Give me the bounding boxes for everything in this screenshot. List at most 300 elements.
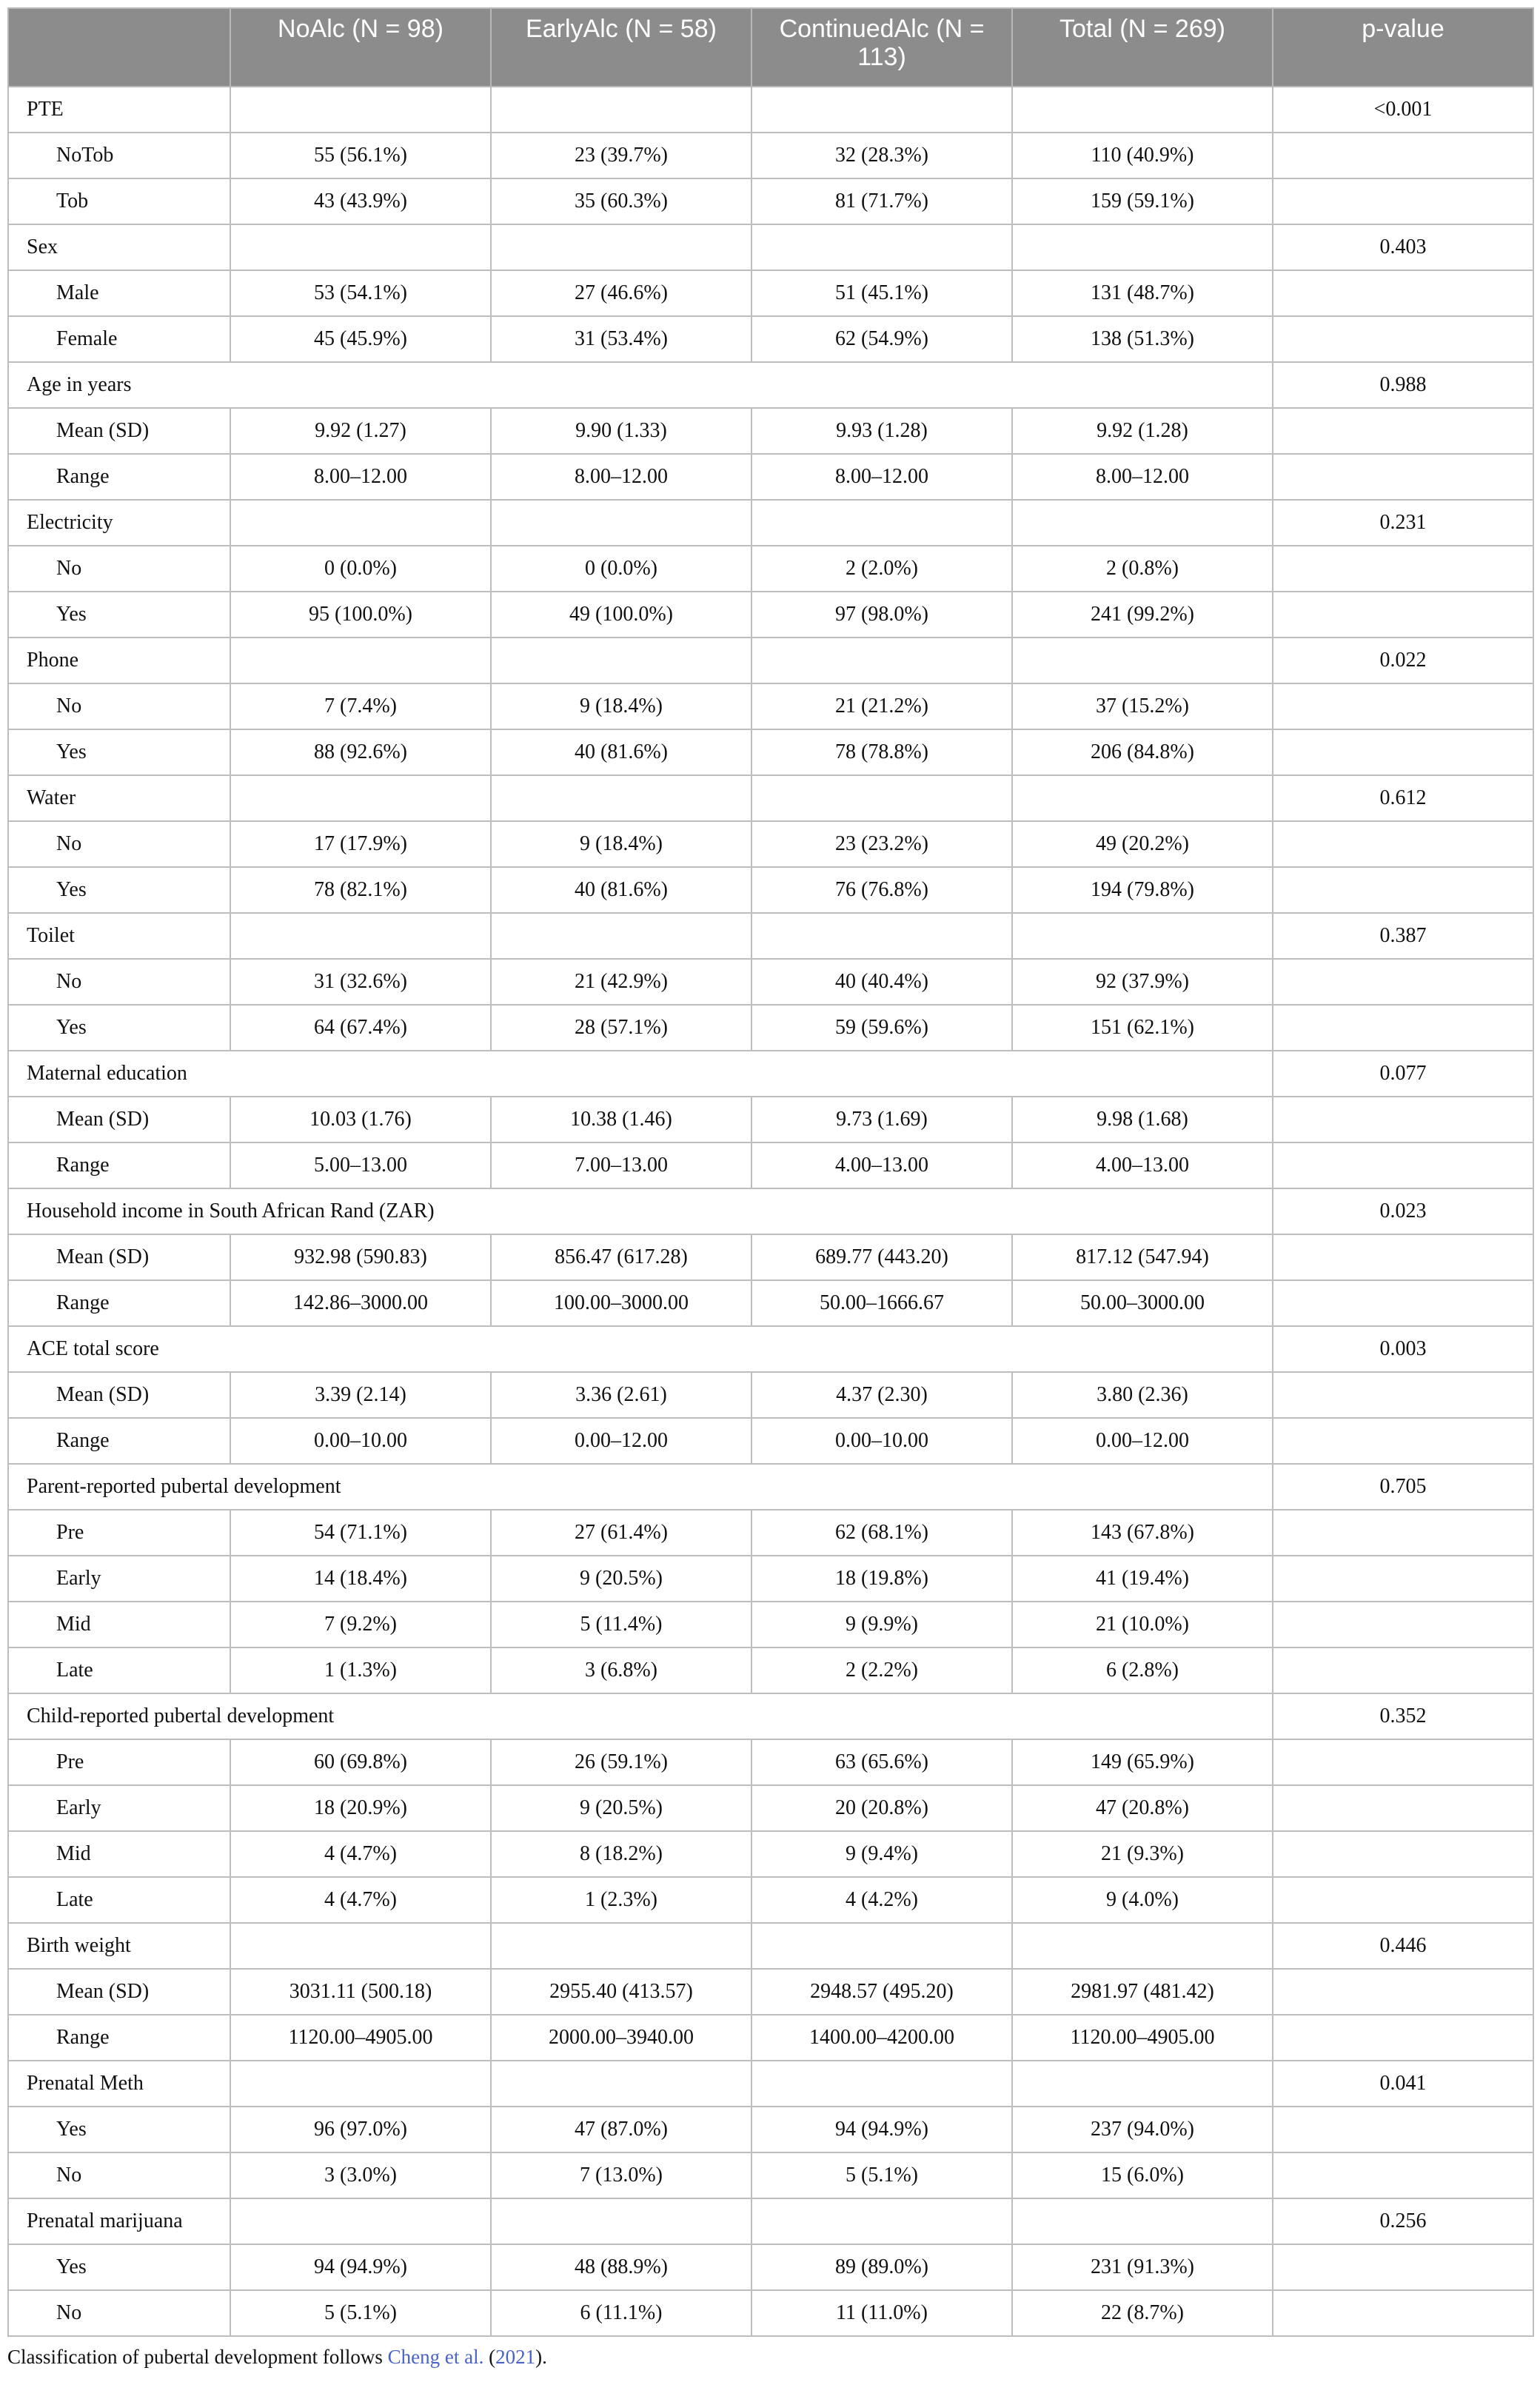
section-row <box>8 2198 1533 2244</box>
empty-cell <box>230 87 491 133</box>
table-row <box>8 2290 1533 2336</box>
section-row <box>8 913 1533 959</box>
value-cell: 9 (18.4%) <box>491 821 751 867</box>
value-cell: 28 (57.1%) <box>491 1005 751 1051</box>
table-row <box>8 683 1533 729</box>
table-row <box>8 408 1533 454</box>
section-label: Toilet <box>8 913 230 959</box>
table-row <box>8 1647 1533 1693</box>
row-label: NoTob <box>8 133 230 178</box>
value-cell: 21 (10.0%) <box>1012 1602 1273 1647</box>
empty-cell <box>751 2198 1012 2244</box>
value-cell: 62 (68.1%) <box>751 1510 1012 1556</box>
empty-cell <box>1273 408 1533 454</box>
value-cell: 2981.97 (481.42) <box>1012 1969 1273 2015</box>
row-label: Tob <box>8 178 230 224</box>
section-label: Parent-reported pubertal development <box>8 1464 1273 1510</box>
empty-cell <box>1273 1280 1533 1326</box>
value-cell: 817.12 (547.94) <box>1012 1234 1273 1280</box>
value-cell: 47 (87.0%) <box>491 2107 751 2152</box>
table-row <box>8 867 1533 913</box>
row-label: No <box>8 959 230 1005</box>
table-row <box>8 1969 1533 2015</box>
section-label: Prenatal Meth <box>8 2061 230 2107</box>
empty-cell <box>491 500 751 546</box>
value-cell: 20 (20.8%) <box>751 1785 1012 1831</box>
footnote-text: Classification of pubertal development follows <box>7 2346 388 2368</box>
empty-cell <box>491 224 751 270</box>
empty-cell <box>751 638 1012 683</box>
table-row <box>8 316 1533 362</box>
value-cell: 3.80 (2.36) <box>1012 1372 1273 1418</box>
demographics-table <box>7 7 1534 2337</box>
value-cell: 96 (97.0%) <box>230 2107 491 2152</box>
value-cell: 0.00–10.00 <box>751 1418 1012 1464</box>
value-cell: 3 (3.0%) <box>230 2152 491 2198</box>
footnote-close: ). <box>535 2346 547 2368</box>
table-row <box>8 1372 1533 1418</box>
p-value-cell: 0.023 <box>1273 1188 1533 1234</box>
row-label: Late <box>8 1877 230 1923</box>
empty-cell <box>1273 1234 1533 1280</box>
value-cell: 2948.57 (495.20) <box>751 1969 1012 2015</box>
table-row <box>8 2015 1533 2061</box>
value-cell: 59 (59.6%) <box>751 1005 1012 1051</box>
value-cell: 47 (20.8%) <box>1012 1785 1273 1831</box>
p-value-cell: 0.022 <box>1273 638 1533 683</box>
row-label: Yes <box>8 592 230 638</box>
value-cell: 76 (76.8%) <box>751 867 1012 913</box>
empty-cell <box>1273 316 1533 362</box>
value-cell: 143 (67.8%) <box>1012 1510 1273 1556</box>
empty-cell <box>1012 775 1273 821</box>
row-label: Range <box>8 2015 230 2061</box>
empty-cell <box>1273 729 1533 775</box>
empty-cell <box>1273 1556 1533 1602</box>
empty-cell <box>1273 1602 1533 1647</box>
value-cell: 50.00–1666.67 <box>751 1280 1012 1326</box>
value-cell: 54 (71.1%) <box>230 1510 491 1556</box>
header-cell-empty <box>8 8 230 87</box>
empty-cell <box>1273 592 1533 638</box>
value-cell: 97 (98.0%) <box>751 592 1012 638</box>
table-row <box>8 1280 1533 1326</box>
value-cell: 0.00–12.00 <box>491 1418 751 1464</box>
value-cell: 18 (20.9%) <box>230 1785 491 1831</box>
value-cell: 3.36 (2.61) <box>491 1372 751 1418</box>
empty-cell <box>1273 454 1533 500</box>
value-cell: 88 (92.6%) <box>230 729 491 775</box>
value-cell: 9 (18.4%) <box>491 683 751 729</box>
value-cell: 95 (100.0%) <box>230 592 491 638</box>
empty-cell <box>1273 1143 1533 1188</box>
table-row <box>8 592 1533 638</box>
value-cell: 6 (2.8%) <box>1012 1647 1273 1693</box>
value-cell: 1120.00–4905.00 <box>230 2015 491 2061</box>
empty-cell <box>1273 1785 1533 1831</box>
section-label: ACE total score <box>8 1326 1273 1372</box>
value-cell: 50.00–3000.00 <box>1012 1280 1273 1326</box>
header-cell-total: Total (N = 269) <box>1012 8 1273 87</box>
citation-author-link[interactable]: Cheng et al. <box>387 2346 484 2368</box>
table-row <box>8 1831 1533 1877</box>
row-label: Female <box>8 316 230 362</box>
table-row <box>8 1556 1533 1602</box>
row-label: Yes <box>8 2244 230 2290</box>
p-value-cell: 0.705 <box>1273 1464 1533 1510</box>
table-row <box>8 821 1533 867</box>
p-value-cell: 0.988 <box>1273 362 1533 408</box>
value-cell: 81 (71.7%) <box>751 178 1012 224</box>
empty-cell <box>1273 867 1533 913</box>
value-cell: 3.39 (2.14) <box>230 1372 491 1418</box>
section-label: Household income in South African Rand (ZAR) <box>8 1188 1273 1234</box>
value-cell: 9 (20.5%) <box>491 1556 751 1602</box>
empty-cell <box>751 775 1012 821</box>
row-label: Mean (SD) <box>8 1097 230 1143</box>
value-cell: 159 (59.1%) <box>1012 178 1273 224</box>
row-label: Pre <box>8 1510 230 1556</box>
row-label: No <box>8 2290 230 2336</box>
value-cell: 9.73 (1.69) <box>751 1097 1012 1143</box>
table-body <box>8 87 1533 2336</box>
empty-cell <box>1273 1831 1533 1877</box>
table-header <box>8 8 1533 87</box>
value-cell: 23 (23.2%) <box>751 821 1012 867</box>
row-label: Mean (SD) <box>8 1234 230 1280</box>
empty-cell <box>1273 1877 1533 1923</box>
value-cell: 10.38 (1.46) <box>491 1097 751 1143</box>
row-label: Range <box>8 454 230 500</box>
value-cell: 92 (37.9%) <box>1012 959 1273 1005</box>
section-label: Maternal education <box>8 1051 1273 1097</box>
empty-cell <box>1012 2061 1273 2107</box>
section-label: Birth weight <box>8 1923 230 1969</box>
value-cell: 7 (13.0%) <box>491 2152 751 2198</box>
footnote-open-paren: ( <box>483 2346 496 2368</box>
value-cell: 149 (65.9%) <box>1012 1739 1273 1785</box>
empty-cell <box>1273 959 1533 1005</box>
value-cell: 7 (7.4%) <box>230 683 491 729</box>
table-row <box>8 1785 1533 1831</box>
value-cell: 2955.40 (413.57) <box>491 1969 751 2015</box>
value-cell: 9.90 (1.33) <box>491 408 751 454</box>
value-cell: 2 (2.2%) <box>751 1647 1012 1693</box>
empty-cell <box>1273 546 1533 592</box>
value-cell: 23 (39.7%) <box>491 133 751 178</box>
header-row <box>8 8 1533 87</box>
empty-cell <box>1273 683 1533 729</box>
empty-cell <box>1273 2107 1533 2152</box>
value-cell: 0.00–12.00 <box>1012 1418 1273 1464</box>
value-cell: 63 (65.6%) <box>751 1739 1012 1785</box>
p-value-cell: 0.077 <box>1273 1051 1533 1097</box>
p-value-cell: 0.446 <box>1273 1923 1533 1969</box>
empty-cell <box>1012 500 1273 546</box>
p-value-cell: 0.352 <box>1273 1693 1533 1739</box>
value-cell: 17 (17.9%) <box>230 821 491 867</box>
row-label: Mid <box>8 1831 230 1877</box>
table-row <box>8 1143 1533 1188</box>
header-cell-noalc: NoAlc (N = 98) <box>230 8 491 87</box>
empty-cell <box>1273 2290 1533 2336</box>
empty-cell <box>1012 913 1273 959</box>
value-cell: 40 (81.6%) <box>491 729 751 775</box>
empty-cell <box>230 638 491 683</box>
value-cell: 0 (0.0%) <box>230 546 491 592</box>
value-cell: 5.00–13.00 <box>230 1143 491 1188</box>
empty-cell <box>491 638 751 683</box>
value-cell: 138 (51.3%) <box>1012 316 1273 362</box>
empty-cell <box>1273 1372 1533 1418</box>
table-row <box>8 454 1533 500</box>
empty-cell <box>491 2198 751 2244</box>
value-cell: 3 (6.8%) <box>491 1647 751 1693</box>
empty-cell <box>1012 2198 1273 2244</box>
value-cell: 41 (19.4%) <box>1012 1556 1273 1602</box>
value-cell: 206 (84.8%) <box>1012 729 1273 775</box>
section-row <box>8 87 1533 133</box>
value-cell: 6 (11.1%) <box>491 2290 751 2336</box>
value-cell: 4 (4.2%) <box>751 1877 1012 1923</box>
section-row <box>8 500 1533 546</box>
p-value-cell: 0.003 <box>1273 1326 1533 1372</box>
empty-cell <box>1273 2244 1533 2290</box>
p-value-cell: 0.387 <box>1273 913 1533 959</box>
empty-cell <box>491 87 751 133</box>
table-row <box>8 2244 1533 2290</box>
value-cell: 94 (94.9%) <box>230 2244 491 2290</box>
section-row <box>8 1326 1533 1372</box>
value-cell: 27 (46.6%) <box>491 270 751 316</box>
value-cell: 53 (54.1%) <box>230 270 491 316</box>
empty-cell <box>230 775 491 821</box>
section-row <box>8 1188 1533 1234</box>
row-label: Range <box>8 1143 230 1188</box>
value-cell: 3031.11 (500.18) <box>230 1969 491 2015</box>
value-cell: 237 (94.0%) <box>1012 2107 1273 2152</box>
section-row <box>8 775 1533 821</box>
value-cell: 9 (9.4%) <box>751 1831 1012 1877</box>
empty-cell <box>1273 1418 1533 1464</box>
value-cell: 22 (8.7%) <box>1012 2290 1273 2336</box>
empty-cell <box>751 1923 1012 1969</box>
value-cell: 1120.00–4905.00 <box>1012 2015 1273 2061</box>
value-cell: 689.77 (443.20) <box>751 1234 1012 1280</box>
empty-cell <box>1273 2015 1533 2061</box>
value-cell: 151 (62.1%) <box>1012 1005 1273 1051</box>
p-value-cell: 0.403 <box>1273 224 1533 270</box>
empty-cell <box>1273 1510 1533 1556</box>
row-label: Pre <box>8 1739 230 1785</box>
section-row <box>8 1923 1533 1969</box>
table-row <box>8 1234 1533 1280</box>
value-cell: 856.47 (617.28) <box>491 1234 751 1280</box>
empty-cell <box>1273 133 1533 178</box>
empty-cell <box>751 224 1012 270</box>
value-cell: 2 (0.8%) <box>1012 546 1273 592</box>
section-row <box>8 1464 1533 1510</box>
value-cell: 45 (45.9%) <box>230 316 491 362</box>
value-cell: 0 (0.0%) <box>491 546 751 592</box>
table-footnote <box>7 2346 547 2369</box>
empty-cell <box>751 2061 1012 2107</box>
empty-cell <box>751 87 1012 133</box>
empty-cell <box>751 500 1012 546</box>
empty-cell <box>230 224 491 270</box>
section-row <box>8 224 1533 270</box>
section-row <box>8 1051 1533 1097</box>
empty-cell <box>230 2198 491 2244</box>
value-cell: 37 (15.2%) <box>1012 683 1273 729</box>
value-cell: 49 (20.2%) <box>1012 821 1273 867</box>
value-cell: 78 (78.8%) <box>751 729 1012 775</box>
empty-cell <box>1012 87 1273 133</box>
value-cell: 27 (61.4%) <box>491 1510 751 1556</box>
value-cell: 932.98 (590.83) <box>230 1234 491 1280</box>
value-cell: 110 (40.9%) <box>1012 133 1273 178</box>
empty-cell <box>1273 1739 1533 1785</box>
value-cell: 55 (56.1%) <box>230 133 491 178</box>
value-cell: 62 (54.9%) <box>751 316 1012 362</box>
value-cell: 9.98 (1.68) <box>1012 1097 1273 1143</box>
row-label: Early <box>8 1556 230 1602</box>
empty-cell <box>1273 270 1533 316</box>
value-cell: 4.00–13.00 <box>751 1143 1012 1188</box>
empty-cell <box>1273 1005 1533 1051</box>
section-row <box>8 1693 1533 1739</box>
value-cell: 9.92 (1.28) <box>1012 408 1273 454</box>
empty-cell <box>230 500 491 546</box>
row-label: Range <box>8 1280 230 1326</box>
section-label: PTE <box>8 87 230 133</box>
row-label: Early <box>8 1785 230 1831</box>
section-label: Prenatal marijuana <box>8 2198 230 2244</box>
table-row <box>8 546 1533 592</box>
p-value-cell: 0.612 <box>1273 775 1533 821</box>
section-label: Age in years <box>8 362 1273 408</box>
value-cell: 89 (89.0%) <box>751 2244 1012 2290</box>
empty-cell <box>1012 224 1273 270</box>
value-cell: 2000.00–3940.00 <box>491 2015 751 2061</box>
section-row <box>8 638 1533 683</box>
section-row <box>8 2061 1533 2107</box>
empty-cell <box>491 775 751 821</box>
value-cell: 11 (11.0%) <box>751 2290 1012 2336</box>
section-label: Sex <box>8 224 230 270</box>
value-cell: 31 (32.6%) <box>230 959 491 1005</box>
value-cell: 241 (99.2%) <box>1012 592 1273 638</box>
value-cell: 10.03 (1.76) <box>230 1097 491 1143</box>
citation-year-link[interactable]: 2021 <box>495 2346 536 2368</box>
table-row <box>8 2152 1533 2198</box>
section-label: Child-reported pubertal development <box>8 1693 1273 1739</box>
value-cell: 94 (94.9%) <box>751 2107 1012 2152</box>
value-cell: 4 (4.7%) <box>230 1831 491 1877</box>
row-label: No <box>8 821 230 867</box>
value-cell: 9.93 (1.28) <box>751 408 1012 454</box>
value-cell: 15 (6.0%) <box>1012 2152 1273 2198</box>
header-cell-earlyalc: EarlyAlc (N = 58) <box>491 8 751 87</box>
value-cell: 2 (2.0%) <box>751 546 1012 592</box>
table-row <box>8 1097 1533 1143</box>
row-label: Yes <box>8 1005 230 1051</box>
value-cell: 60 (69.8%) <box>230 1739 491 1785</box>
empty-cell <box>230 913 491 959</box>
value-cell: 78 (82.1%) <box>230 867 491 913</box>
value-cell: 5 (5.1%) <box>751 2152 1012 2198</box>
row-label: Mean (SD) <box>8 1969 230 2015</box>
table-row <box>8 729 1533 775</box>
row-label: Late <box>8 1647 230 1693</box>
value-cell: 5 (11.4%) <box>491 1602 751 1647</box>
p-value-cell: 0.256 <box>1273 2198 1533 2244</box>
value-cell: 1400.00–4200.00 <box>751 2015 1012 2061</box>
section-label: Phone <box>8 638 230 683</box>
value-cell: 18 (19.8%) <box>751 1556 1012 1602</box>
row-label: Yes <box>8 729 230 775</box>
value-cell: 100.00–3000.00 <box>491 1280 751 1326</box>
p-value-cell: <0.001 <box>1273 87 1533 133</box>
row-label: Mean (SD) <box>8 408 230 454</box>
row-label: Male <box>8 270 230 316</box>
row-label: Yes <box>8 867 230 913</box>
value-cell: 21 (21.2%) <box>751 683 1012 729</box>
empty-cell <box>751 913 1012 959</box>
value-cell: 35 (60.3%) <box>491 178 751 224</box>
value-cell: 7.00–13.00 <box>491 1143 751 1188</box>
value-cell: 31 (53.4%) <box>491 316 751 362</box>
table-row <box>8 959 1533 1005</box>
value-cell: 9 (4.0%) <box>1012 1877 1273 1923</box>
empty-cell <box>1273 821 1533 867</box>
section-label: Electricity <box>8 500 230 546</box>
value-cell: 4 (4.7%) <box>230 1877 491 1923</box>
value-cell: 8.00–12.00 <box>1012 454 1273 500</box>
empty-cell <box>1273 1969 1533 2015</box>
value-cell: 21 (9.3%) <box>1012 1831 1273 1877</box>
value-cell: 8.00–12.00 <box>751 454 1012 500</box>
table-row <box>8 178 1533 224</box>
value-cell: 49 (100.0%) <box>491 592 751 638</box>
empty-cell <box>1012 638 1273 683</box>
section-row <box>8 362 1533 408</box>
value-cell: 43 (43.9%) <box>230 178 491 224</box>
row-label: No <box>8 2152 230 2198</box>
empty-cell <box>1273 1647 1533 1693</box>
p-value-cell: 0.041 <box>1273 2061 1533 2107</box>
value-cell: 14 (18.4%) <box>230 1556 491 1602</box>
table-row <box>8 1510 1533 1556</box>
value-cell: 5 (5.1%) <box>230 2290 491 2336</box>
row-label: Range <box>8 1418 230 1464</box>
value-cell: 48 (88.9%) <box>491 2244 751 2290</box>
empty-cell <box>1012 1923 1273 1969</box>
value-cell: 64 (67.4%) <box>230 1005 491 1051</box>
value-cell: 40 (40.4%) <box>751 959 1012 1005</box>
value-cell: 9 (9.9%) <box>751 1602 1012 1647</box>
value-cell: 1 (2.3%) <box>491 1877 751 1923</box>
value-cell: 8.00–12.00 <box>491 454 751 500</box>
row-label: No <box>8 546 230 592</box>
table-row <box>8 270 1533 316</box>
value-cell: 194 (79.8%) <box>1012 867 1273 913</box>
value-cell: 1 (1.3%) <box>230 1647 491 1693</box>
header-cell-pvalue: p-value <box>1273 8 1533 87</box>
value-cell: 231 (91.3%) <box>1012 2244 1273 2290</box>
value-cell: 26 (59.1%) <box>491 1739 751 1785</box>
value-cell: 8.00–12.00 <box>230 454 491 500</box>
